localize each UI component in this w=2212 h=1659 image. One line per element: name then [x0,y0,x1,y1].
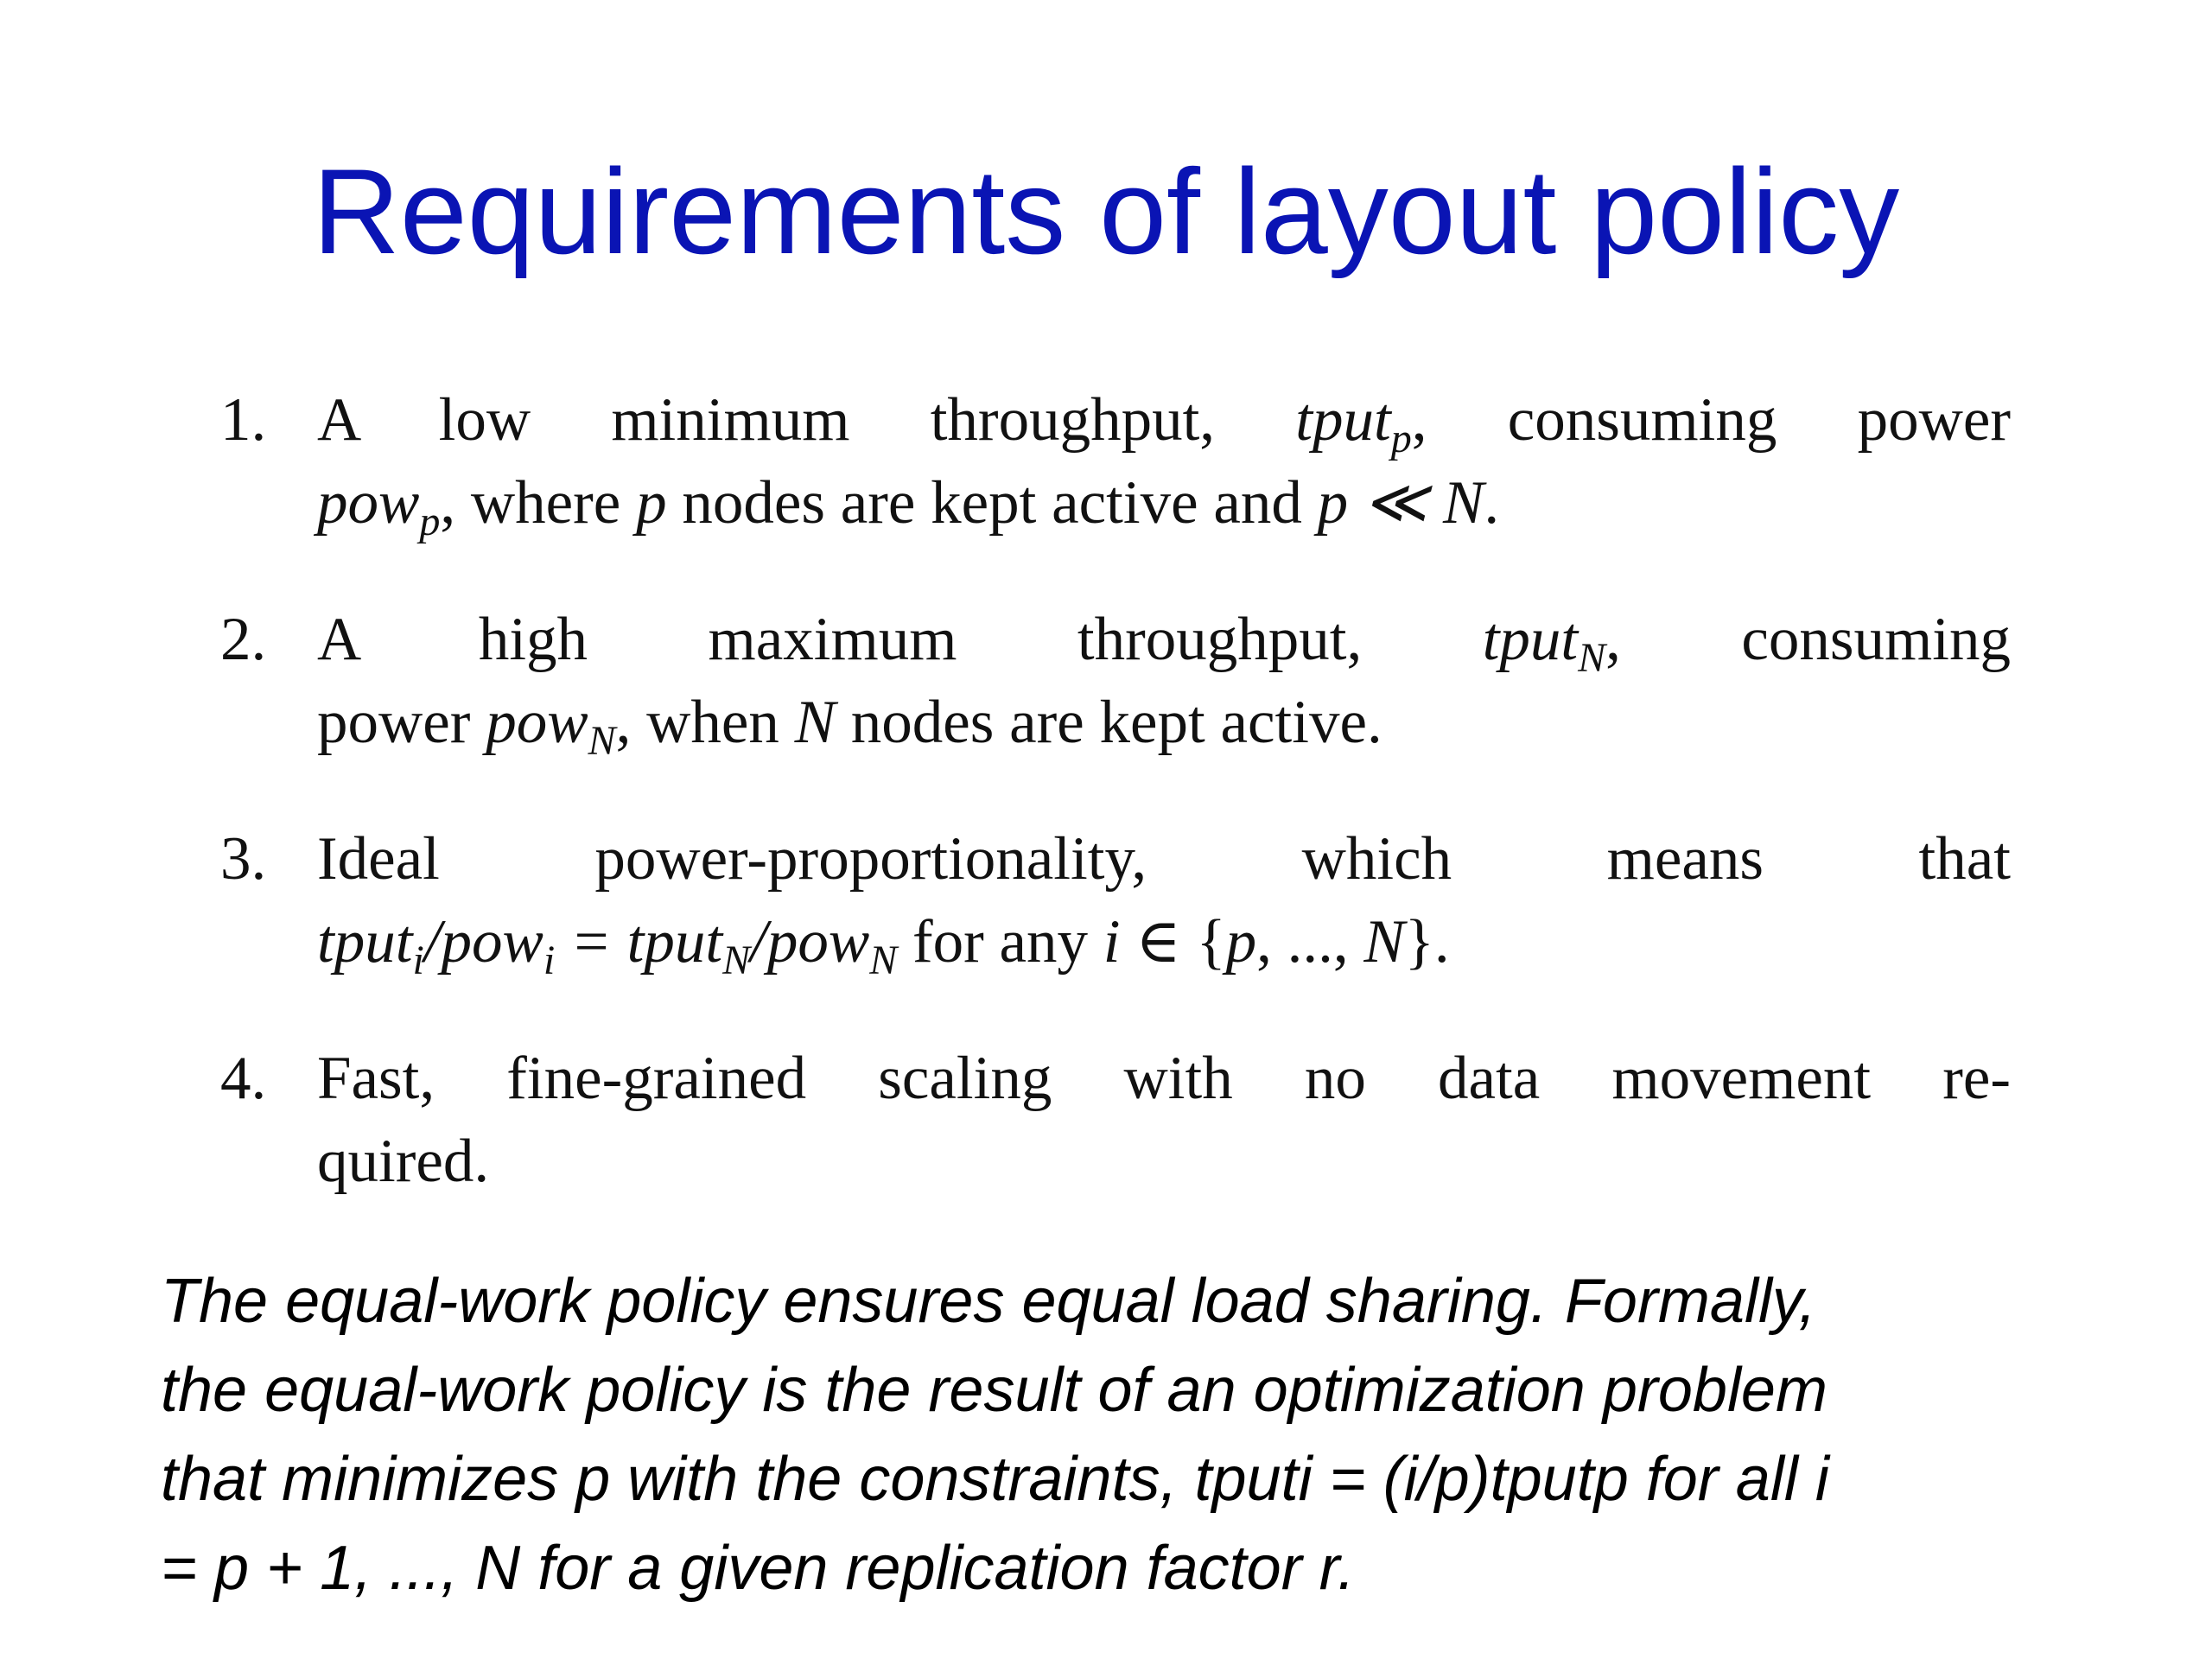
requirement-text: nodes are kept active. [850,689,1382,756]
note-line: the equal-work policy is the result of an optimization problem [161,1356,1827,1425]
requirement-text: , where [440,469,621,537]
requirement-line [317,1037,2011,1120]
requirement-text: Fast, fine-grained scaling with no data movement re- [317,1045,2011,1112]
requirement-line [317,461,2011,544]
requirement-text: A low minimum throughput, [317,386,1216,454]
requirement-item-2 [220,598,2011,764]
math-symbol: , ..., [1256,908,1364,976]
requirement-text: Ideal power-proportionality, which means that [317,825,2011,893]
math-term: pow$_p$ [317,469,441,544]
requirement-line [317,681,2011,764]
requirement-text: nodes are kept active and [682,469,1302,537]
requirement-text: power [317,689,471,756]
note-line: that minimizes p with the constraints, tputi = (i/p)tputp for all i [161,1445,1829,1514]
math-term: N [1363,908,1405,976]
slide-title: Requirements of layout policy [312,143,1900,279]
requirement-text: quired. [317,1128,490,1195]
requirement-line [317,1120,2011,1203]
requirement-number: 3. [220,825,267,893]
requirement-item-4 [220,1037,2011,1203]
requirement-line [317,378,2011,461]
math-term: p [636,469,667,537]
requirement-text: , consuming power [1411,386,2012,454]
math-term: tput$_p$ [1295,386,1412,461]
note-line: = p + 1, ..., N for a given replication factor r. [161,1534,1355,1603]
requirement-text: , when [615,689,779,756]
requirement-text: A high maximum throughput, [317,606,1363,673]
requirement-item-3 [220,817,2011,983]
math-term: pow$_N$ [486,689,616,764]
requirement-text: , consuming [1605,606,2011,673]
requirement-text: for any [912,908,1089,976]
requirement-item-1 [220,378,2011,544]
math-term: N [794,689,836,756]
math-term: p [1225,908,1257,976]
requirements-list [220,378,2011,1256]
math-term: tput$_N$ [1482,606,1606,681]
note-line: The equal-work policy ensures equal load sharing. Formally, [161,1267,1816,1336]
requirement-text: . [1484,469,1500,537]
policy-note [161,1257,2113,1613]
requirement-line [317,598,2011,681]
math-expression: tput$_i$/pow$_i$ = tput$_N$/pow$_N$ [317,908,898,983]
requirement-line [317,900,2011,983]
math-symbol: }. [1404,908,1450,976]
requirement-number: 4. [220,1045,267,1112]
math-term: p ≪ N [1317,469,1484,537]
math-term: i [1103,908,1121,976]
requirement-number: 1. [220,386,267,454]
requirement-line [317,817,2011,900]
requirement-number: 2. [220,606,267,673]
math-symbol: ∈ { [1135,908,1226,976]
